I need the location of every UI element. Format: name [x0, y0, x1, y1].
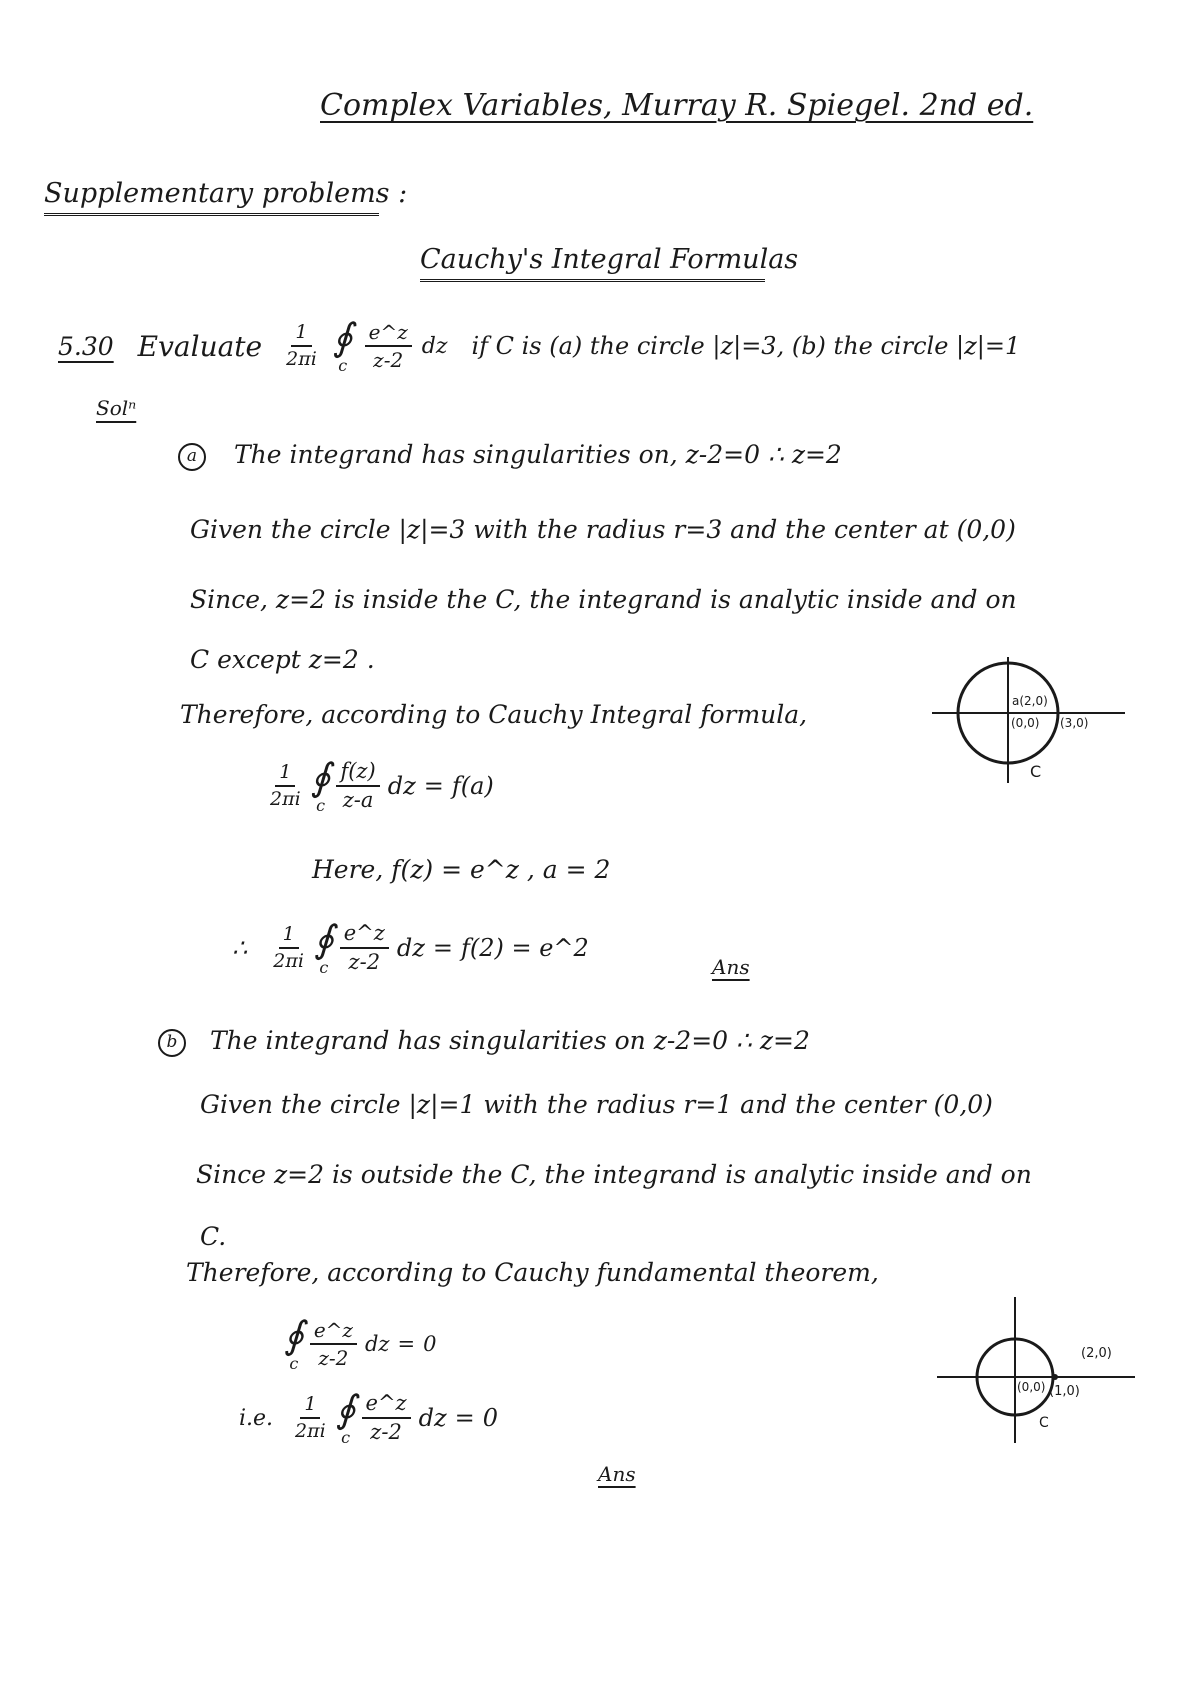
theorem-integral: ∮ c	[284, 1313, 304, 1373]
part-a-label-c: C	[1030, 762, 1042, 781]
cauchy-formula-integrand	[336, 760, 379, 812]
cauchy-formula	[262, 755, 498, 815]
part-a-label-x: (3,0)	[1060, 716, 1089, 730]
integrand-den: z-2	[373, 348, 404, 372]
part-b-label-origin: (0,0)	[1017, 1380, 1046, 1394]
part-a-result-eq: =	[432, 934, 453, 962]
part-a-result-f-num: e^z	[340, 922, 389, 949]
part-a-result-rhs: f(2) = e^2	[460, 934, 589, 962]
part-b-line2: Given the circle |z|=1 with the radius r=1 and the center (0,0)	[200, 1090, 993, 1119]
cauchy-formula-f-den: z-a	[342, 788, 374, 812]
part-b-line5: Therefore, according to Cauchy fundamental theorem,	[186, 1258, 879, 1287]
part-a-result-pref-den: 2πi	[273, 950, 304, 972]
part-b-result-integrand	[362, 1392, 411, 1444]
part-a-result-f-den: z-2	[348, 950, 381, 974]
part-a-marker: a	[178, 443, 206, 471]
part-a-result-integrand	[340, 922, 389, 974]
part-a-line2: Given the circle |z|=3 with the radius r=3 and the center at (0,0)	[190, 515, 1016, 544]
cauchy-formula-pref-num: 1	[275, 762, 295, 787]
part-a-here-line: Here, f(z) = e^z , a = 2	[312, 855, 611, 884]
part-a-label-a: a(2,0)	[1012, 694, 1048, 708]
contour-integral-symbol: ∮ c	[332, 315, 353, 375]
part-a-line1-text: The integrand has singularities on, z-2=0 ∴ z=2	[233, 440, 842, 469]
part-a-result-prefactor	[269, 924, 308, 972]
contour-label: c	[338, 356, 348, 375]
part-b-label-point: (2,0)	[1081, 1346, 1112, 1361]
problem-prefactor	[282, 322, 321, 370]
part-a-line1	[178, 440, 842, 471]
part-b-result-integral: ∮ c	[335, 1387, 356, 1447]
problem-integrand	[365, 321, 412, 371]
part-b-result-f-den: z-2	[370, 1420, 402, 1444]
problem-condition: if C is (a) the circle |z|=3, (b) the circle |z|=1	[471, 332, 1021, 360]
part-b-label-x: (1,0)	[1049, 1384, 1080, 1399]
part-b-point	[1052, 1374, 1058, 1380]
part-a-result-integral: ∮ c	[313, 917, 334, 977]
part-b-result-prefactor	[291, 1394, 330, 1442]
part-b-line1	[158, 1026, 810, 1057]
theorem-contour: c	[289, 1354, 299, 1373]
cauchy-formula-eq: =	[423, 772, 444, 800]
problem-verb: Evaluate	[137, 329, 263, 363]
part-a-line5: Therefore, according to Cauchy Integral formula,	[180, 700, 808, 729]
theorem-dz: dz	[364, 1332, 390, 1356]
cauchy-formula-rhs: f(a)	[451, 772, 494, 800]
part-b-result-dz: dz	[418, 1404, 447, 1432]
part-b-circle-diagram	[935, 1295, 1140, 1445]
theorem-f-num: e^z	[310, 1319, 357, 1345]
prefactor-num: 1	[291, 322, 311, 347]
part-b-result-rhs: 0	[482, 1404, 499, 1432]
cauchy-formula-dz: dz	[387, 772, 416, 800]
problem-dz: dz	[421, 333, 448, 359]
cauchy-formula-f-num: f(z)	[336, 760, 379, 787]
part-b-result-contour: c	[341, 1428, 351, 1447]
part-a-result-pref-num: 1	[279, 924, 299, 949]
part-b-result-f-num: e^z	[362, 1392, 411, 1419]
cauchy-theorem-formula	[282, 1313, 440, 1373]
part-a-label-origin: (0,0)	[1011, 716, 1040, 730]
cauchy-formula-contour: c	[316, 796, 326, 815]
cauchy-formula-prefactor	[266, 762, 305, 810]
part-a-circle-diagram	[930, 655, 1130, 785]
book-title: Complex Variables, Murray R. Spiegel. 2nd ed.	[320, 88, 1034, 123]
theorem-f-den: z-2	[318, 1346, 349, 1370]
part-a-result	[228, 917, 593, 977]
therefore-symbol: ∴	[232, 934, 248, 962]
part-a-result-contour: c	[319, 958, 329, 977]
part-a-line4: C except z=2 .	[190, 645, 375, 674]
part-b-result-eq: =	[454, 1404, 475, 1432]
solution-label: Solⁿ	[96, 396, 137, 420]
part-a-result-dz: dz	[396, 934, 425, 962]
integrand-num: e^z	[365, 321, 412, 347]
theorem-rhs: 0	[423, 1332, 437, 1356]
cauchy-formula-pref-den: 2πi	[270, 788, 301, 810]
ie-label: i.e.	[239, 1405, 274, 1431]
theorem-integrand	[310, 1319, 357, 1369]
part-b-line4: C.	[200, 1222, 227, 1251]
problem-statement	[58, 315, 1021, 375]
part-b-ans: Ans	[598, 1462, 636, 1486]
part-b-result-pref-num: 1	[300, 1394, 320, 1419]
cauchy-formula-integral: ∮ c	[310, 755, 331, 815]
section-heading: Supplementary problems :	[44, 178, 379, 216]
theorem-eq: =	[397, 1332, 416, 1356]
part-b-line1-text: The integrand has singularities on z-2=0 ∴ z=2	[209, 1026, 810, 1055]
topic-heading: Cauchy's Integral Formulas	[420, 244, 765, 282]
part-b-result-pref-den: 2πi	[295, 1420, 326, 1442]
part-b-line3: Since z=2 is outside the C, the integrand is analytic inside and on	[196, 1160, 1032, 1189]
part-a-ans: Ans	[712, 955, 750, 979]
problem-number: 5.30	[58, 331, 114, 361]
part-a-line3: Since, z=2 is inside the C, the integrand is analytic inside and on	[190, 585, 1017, 614]
part-b-result	[235, 1387, 502, 1447]
part-b-marker: b	[158, 1029, 186, 1057]
part-b-label-c: C	[1039, 1415, 1049, 1431]
prefactor-den: 2πi	[286, 348, 317, 370]
